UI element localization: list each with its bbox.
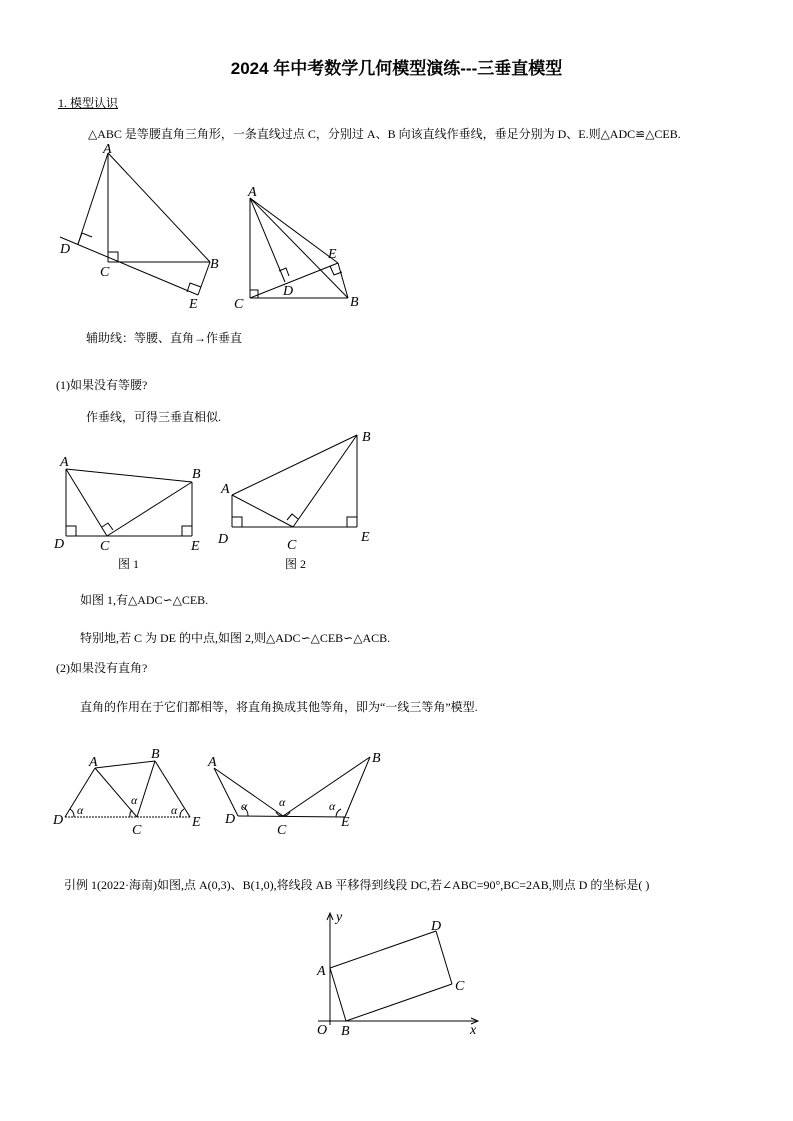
label-E: E: [341, 815, 350, 830]
label-B: B: [341, 1024, 350, 1039]
label-B: B: [362, 430, 371, 445]
label-E: E: [192, 815, 201, 830]
figure-2: [215, 425, 385, 575]
label-E: E: [189, 297, 198, 312]
angle-alpha-d: α: [77, 803, 84, 817]
angle-alpha-e: α: [171, 803, 178, 817]
label-B: B: [192, 467, 201, 482]
label-B: B: [350, 295, 359, 310]
figure-three-angles-right: [200, 740, 390, 840]
question-2-text: 直角的作用在于它们都相等，将直角换成其他等角，即为“一线三等角”模型.: [80, 700, 478, 714]
label-D: D: [431, 919, 442, 934]
label-E: E: [191, 539, 200, 554]
label-D: D: [283, 284, 294, 299]
label-C: C: [455, 979, 465, 994]
label-D: D: [54, 537, 65, 552]
figure-2-caption: 图 2: [285, 557, 307, 571]
section-heading-model: 1. 模型认识: [58, 96, 119, 110]
label-A: A: [317, 964, 326, 979]
label-C: C: [100, 539, 110, 554]
similarity-statement: 如图 1,有△ADC∽△CEB.: [80, 593, 209, 607]
figure-1: [50, 450, 210, 575]
label-C: C: [100, 265, 110, 280]
label-y: y: [336, 910, 343, 925]
label-C: C: [277, 823, 287, 838]
label-x: x: [470, 1023, 477, 1038]
angle-alpha-d: α: [241, 799, 248, 813]
label-A: A: [103, 142, 112, 157]
label-A: A: [248, 185, 257, 200]
label-D: D: [60, 242, 71, 257]
label-B: B: [210, 257, 219, 272]
figure-model-left: [50, 140, 230, 312]
question-2-heading: (2)如果没有直角?: [56, 661, 148, 675]
example-1-question: 引例 1(2022·海南)如图,点 A(0,3)、B(1,0),将线段 AB 平移得到线段 DC,若∠ABC=90°,BC=2AB,则点 D 的坐标是( ): [64, 878, 650, 892]
label-B: B: [151, 747, 160, 762]
label-A: A: [89, 755, 98, 770]
figure-1-caption: 图 1: [118, 557, 140, 571]
figure-coordinate-plane: [310, 905, 490, 1040]
label-O: O: [317, 1023, 328, 1038]
page-title: 2024 年中考数学几何模型演练---三垂直模型: [230, 59, 563, 78]
label-D: D: [53, 813, 64, 828]
label-A: A: [208, 755, 217, 770]
label-C: C: [132, 823, 142, 838]
label-E: E: [361, 530, 370, 545]
question-1-heading: (1)如果没有等腰?: [56, 378, 148, 392]
figure-three-angles-left: [50, 740, 210, 840]
label-D: D: [225, 812, 236, 827]
angle-alpha-e: α: [329, 799, 336, 813]
label-A: A: [60, 455, 69, 470]
figure-model-right: [230, 180, 370, 310]
label-E: E: [328, 247, 337, 262]
label-D: D: [218, 532, 229, 547]
label-A: A: [221, 482, 230, 497]
angle-alpha-c: α: [279, 795, 286, 809]
model-statement: △ABC 是等腰直角三角形，一条直线过点 C，分别过 A、B 向该直线作垂线，垂足分别为 D、E.则△ADC≌△CEB.: [88, 127, 681, 141]
label-B: B: [372, 751, 381, 766]
helper-line-note: 辅助线：等腰、直角→作垂直: [86, 331, 243, 345]
label-C: C: [234, 297, 244, 312]
angle-alpha-c: α: [131, 793, 138, 807]
special-case-statement: 特别地,若 C 为 DE 的中点,如图 2,则△ADC∽△CEB∽△ACB.: [80, 631, 391, 645]
label-C: C: [287, 538, 297, 553]
question-1-text: 作垂线，可得三垂直相似.: [86, 410, 222, 424]
